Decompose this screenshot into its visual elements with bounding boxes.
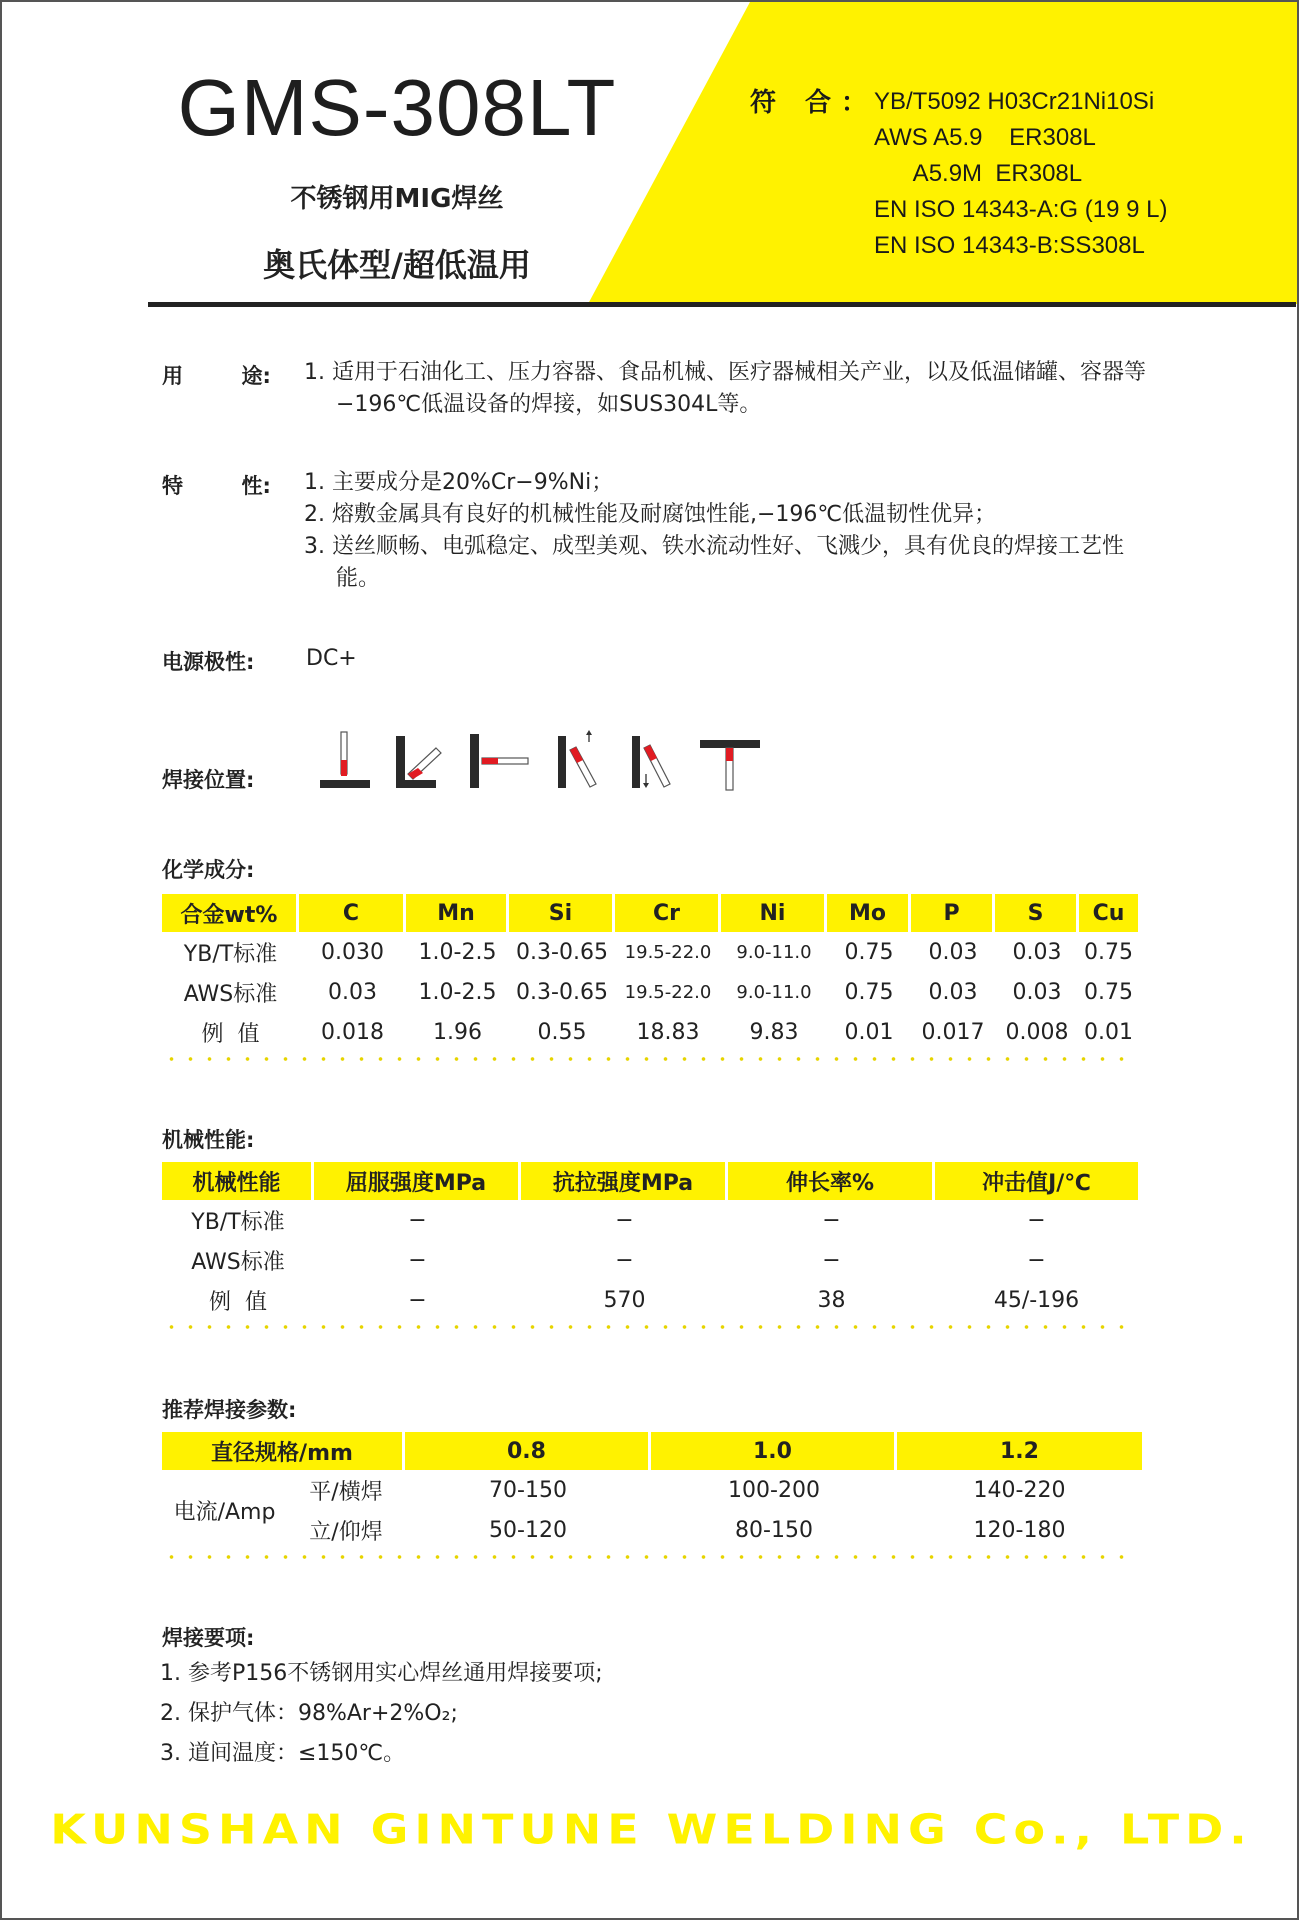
overhead-position-icon xyxy=(700,740,760,790)
chemical-label: 化学成分: xyxy=(162,858,255,882)
dotted-divider xyxy=(162,1056,1138,1062)
table-header: Cu xyxy=(1079,894,1138,932)
table-row xyxy=(162,1470,1142,1510)
table-row xyxy=(162,1012,1138,1052)
table-header: 冲击值J/℃ xyxy=(935,1162,1138,1200)
table-cell: 0.03 xyxy=(928,979,978,1005)
table-cell: AWS标准 xyxy=(183,981,278,1007)
table-cell: − xyxy=(822,1207,841,1233)
table-cell: 0.75 xyxy=(1084,979,1133,1005)
table-row xyxy=(162,972,1138,1012)
table-cell: 38 xyxy=(817,1287,846,1313)
note-item: 1. 参考P156不锈钢用实心焊丝通用焊接要项; xyxy=(160,1661,603,1686)
table-cell: 9.0-11.0 xyxy=(736,981,812,1003)
table-cell: 570 xyxy=(603,1287,646,1313)
table-cell: 120-180 xyxy=(973,1517,1066,1543)
table-cell: 0.03 xyxy=(928,939,978,965)
table-cell: 50-120 xyxy=(489,1517,567,1543)
table-cell: YB/T标准 xyxy=(183,941,278,967)
conform-label: 符 合： xyxy=(750,88,878,118)
table-cell: − xyxy=(615,1207,634,1233)
header-divider xyxy=(148,302,1296,307)
table-cell: − xyxy=(1027,1247,1046,1273)
table-row xyxy=(162,1510,1142,1550)
mechanical-header-row xyxy=(162,1162,1138,1200)
table-row xyxy=(162,932,1138,972)
table-row xyxy=(162,1240,1138,1280)
table-cell: 立/仰焊 xyxy=(309,1519,383,1545)
table-header: 抗拉强度MPa xyxy=(521,1162,728,1200)
standards-list xyxy=(874,84,1167,264)
table-header: 机械性能 xyxy=(162,1162,314,1200)
table-cell: 0.75 xyxy=(844,939,894,965)
table-header: 伸长率% xyxy=(728,1162,935,1200)
product-type: 奥氏体型/超低温用 xyxy=(263,246,531,284)
table-row xyxy=(162,1280,1138,1320)
table-cell: 70-150 xyxy=(489,1477,567,1503)
notes-label: 焊接要项: xyxy=(162,1626,255,1650)
features-text xyxy=(304,467,1146,595)
table-cell: 0.55 xyxy=(537,1019,587,1045)
standard-item: EN ISO 14343-B:SS308L xyxy=(874,232,1145,259)
table-header: 1.0 xyxy=(651,1432,897,1470)
product-subtitle: 不锈钢用MIG焊丝 xyxy=(290,184,504,214)
product-title: GMS-308LT xyxy=(177,63,617,152)
mechanical-table xyxy=(162,1162,1138,1320)
flat-position-icon xyxy=(320,732,370,788)
feature-item: 3. 送丝顺畅、电弧稳定、成型美观、铁水流动性好、飞溅少，具有优良的焊接工艺性能。 xyxy=(304,534,1124,591)
current-label: 电流/Amp xyxy=(173,1499,276,1525)
notes-list xyxy=(160,1654,603,1774)
positions-label: 焊接位置: xyxy=(162,768,255,792)
table-cell: − xyxy=(408,1207,427,1233)
table-cell: 0.75 xyxy=(844,979,894,1005)
table-cell: 平/横焊 xyxy=(309,1479,383,1505)
table-header: S xyxy=(995,894,1079,932)
table-cell: 0.75 xyxy=(1084,939,1133,965)
params-label: 推荐焊接参数: xyxy=(162,1398,297,1422)
table-cell: 100-200 xyxy=(728,1477,820,1503)
table-cell: 1.96 xyxy=(433,1019,482,1045)
table-cell: − xyxy=(615,1247,634,1273)
table-cell: 0.3-0.65 xyxy=(516,939,608,965)
table-header: 1.2 xyxy=(897,1432,1142,1470)
table-cell: 例 值 xyxy=(209,1289,267,1315)
table-cell: 80-150 xyxy=(735,1517,813,1543)
note-item: 3. 道间温度：≤150℃。 xyxy=(160,1741,406,1766)
table-cell: − xyxy=(822,1247,841,1273)
params-table xyxy=(162,1432,1142,1550)
table-cell: 0.3-0.65 xyxy=(516,979,608,1005)
table-cell: 0.01 xyxy=(844,1019,894,1045)
standard-item: EN ISO 14343-A:G (19 9 L) xyxy=(874,196,1168,223)
table-cell: YB/T标准 xyxy=(191,1209,285,1235)
table-cell: 0.03 xyxy=(328,979,377,1005)
note-item: 2. 保护气体：98%Ar+2%O₂; xyxy=(160,1701,458,1726)
dotted-divider xyxy=(162,1554,1138,1560)
table-header: Ni xyxy=(721,894,827,932)
chemical-table xyxy=(162,894,1138,1052)
table-cell: 9.83 xyxy=(749,1019,799,1045)
table-cell: AWS标准 xyxy=(191,1249,285,1275)
table-cell: 19.5-22.0 xyxy=(624,981,712,1003)
table-cell: 0.03 xyxy=(1012,979,1062,1005)
table-cell: 0.008 xyxy=(1005,1019,1069,1045)
table-header: Cr xyxy=(615,894,721,932)
feature-item: 1. 主要成分是20%Cr−9%Ni； xyxy=(304,470,614,495)
feature-item: 2. 熔敷金属具有良好的机械性能及耐腐蚀性能,−196℃低温韧性优异； xyxy=(304,502,997,527)
company-name: KUNSHAN GINTUNE WELDING Co., LTD. xyxy=(50,1804,1253,1854)
standard-item: A5.9M ER308L xyxy=(874,160,1083,187)
horizontal-position-icon xyxy=(470,734,528,788)
table-cell: − xyxy=(408,1247,427,1273)
table-header: Si xyxy=(509,894,615,932)
table-cell: 140-220 xyxy=(973,1477,1066,1503)
table-cell: 45/-196 xyxy=(993,1287,1080,1313)
table-header: 合金wt% xyxy=(162,894,299,932)
vertical-up-icon xyxy=(558,730,596,788)
table-cell: 0.018 xyxy=(321,1019,384,1045)
params-header-row xyxy=(162,1432,1142,1470)
table-header: 直径规格/mm xyxy=(162,1432,405,1470)
table-header: 屈服强度MPa xyxy=(314,1162,521,1200)
table-cell: 1.0-2.5 xyxy=(418,979,497,1005)
mechanical-label: 机械性能: xyxy=(162,1128,255,1152)
table-header: Mn xyxy=(406,894,509,932)
table-cell: − xyxy=(1027,1207,1046,1233)
table-header: P xyxy=(911,894,995,932)
table-header: C xyxy=(299,894,406,932)
table-cell: 0.01 xyxy=(1084,1019,1133,1045)
standard-item: AWS A5.9 ER308L xyxy=(874,124,1096,151)
welding-position-icons xyxy=(320,730,760,792)
table-cell: 18.83 xyxy=(636,1019,700,1045)
table-cell: 1.0-2.5 xyxy=(418,939,497,965)
dotted-divider xyxy=(162,1324,1138,1330)
table-cell: 0.017 xyxy=(921,1019,985,1045)
table-header: Mo xyxy=(827,894,911,932)
usage-text xyxy=(304,357,1146,421)
table-row xyxy=(162,1200,1138,1240)
table-cell: 9.0-11.0 xyxy=(736,941,812,963)
table-cell: 19.5-22.0 xyxy=(624,941,712,963)
features-label: 特 性: xyxy=(162,474,271,498)
usage-label: 用 途: xyxy=(162,364,271,388)
polarity-value: DC+ xyxy=(306,646,357,671)
usage-item: 1. 适用于石油化工、压力容器、食品机械、医疗器械相关产业，以及低温储罐、容器等−196℃低温设备的焊接，如SUS304L等。 xyxy=(304,360,1146,417)
polarity-label: 电源极性: xyxy=(162,650,255,674)
table-cell: − xyxy=(408,1287,427,1313)
table-cell: 0.030 xyxy=(321,939,384,965)
table-header: 0.8 xyxy=(405,1432,651,1470)
horizontal-fillet-icon xyxy=(396,736,441,788)
standard-item: YB/T5092 H03Cr21Ni10Si xyxy=(874,88,1155,115)
chemical-header-row xyxy=(162,894,1138,932)
vertical-down-icon xyxy=(632,736,670,788)
table-cell: 例 值 xyxy=(201,1021,260,1047)
table-cell: 0.03 xyxy=(1012,939,1062,965)
